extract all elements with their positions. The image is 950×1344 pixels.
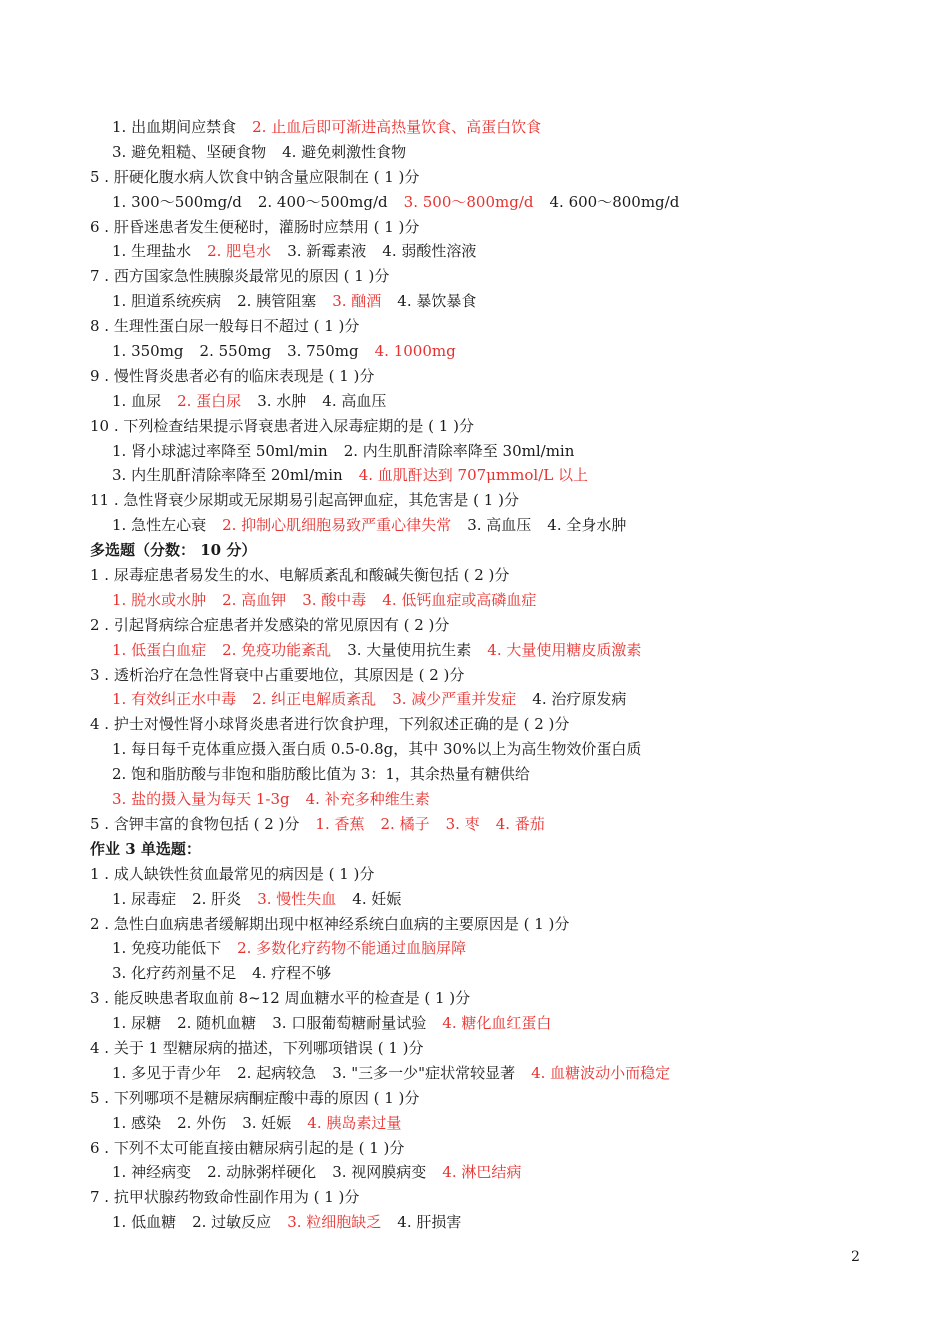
text-segment: 2. 肝炎: [192, 889, 242, 908]
correct-answer-text: 1. 有效纠正水中毒: [112, 690, 237, 709]
correct-answer-text: 4. 胰岛素过量: [307, 1113, 402, 1132]
question-line: [90, 488, 890, 513]
text-segment: 3. 化疗药剂量不足: [112, 964, 237, 983]
text-segment: 4. 妊娠: [352, 889, 402, 908]
text-segment: 1. 肾小球滤过率降至 50ml/min: [112, 441, 328, 460]
correct-answer-text: 3. 粒细胞缺乏: [287, 1213, 382, 1232]
text-segment: 2. 550mg: [199, 342, 272, 361]
text-segment: 1. 尿毒症: [112, 889, 177, 908]
section-heading: [90, 538, 890, 563]
option-line: [90, 1111, 890, 1136]
option-line: [90, 762, 890, 787]
text-segment: 1. 免疫功能低下: [112, 939, 222, 958]
text-segment: 4. 高血压: [322, 391, 387, 410]
text-segment: 3. "三多一少"症状常较显著: [332, 1063, 516, 1082]
text-segment: 3. 视网膜病变: [332, 1163, 427, 1182]
option-line: [90, 687, 890, 712]
question-line: [90, 563, 890, 588]
option-line: [90, 737, 890, 762]
text-segment: 2. 胰管阻塞: [237, 292, 317, 311]
text-segment: 4 . 护士对慢性肾小球肾炎患者进行饮食护理，下列叙述正确的是 ( 2 )分: [90, 715, 570, 734]
question-line: [90, 912, 890, 937]
question-line: [90, 1036, 890, 1061]
text-segment: 4. 弱酸性溶液: [382, 242, 477, 261]
correct-answer-text: 2. 多数化疗药物不能通过血脑屏障: [237, 939, 467, 958]
question-line: [90, 812, 890, 837]
correct-answer-text: 2. 纠正电解质紊乱: [252, 690, 377, 709]
text-segment: 1. 血尿: [112, 391, 162, 410]
text-segment: 9 . 慢性肾炎患者必有的临床表现是 ( 1 )分: [90, 366, 375, 385]
option-line: [90, 190, 890, 215]
option-line: [90, 289, 890, 314]
text-segment: 2 . 引起肾病综合症患者并发感染的常见原因有 ( 2 )分: [90, 615, 450, 634]
text-segment: 4. 暴饮暴食: [397, 292, 477, 311]
section-heading: [90, 837, 890, 862]
text-segment: 1. 感染: [112, 1113, 162, 1132]
option-line: [90, 439, 890, 464]
correct-answer-text: 4. 番茄: [495, 814, 545, 833]
text-segment: 3. 新霉素液: [287, 242, 367, 261]
text-segment: 4 . 关于 1 型糖尿病的描述，下列哪项错误 ( 1 )分: [90, 1038, 424, 1057]
text-segment: 3 . 透析治疗在急性肾衰中占重要地位，其原因是 ( 2 )分: [90, 665, 465, 684]
text-segment: 8 . 生理性蛋白尿一般每日不超过 ( 1 )分: [90, 317, 360, 336]
option-line: [90, 463, 890, 488]
option-line: [90, 140, 890, 165]
text-segment: 3. 内生肌酐清除率降至 20ml/min: [112, 466, 343, 485]
text-segment: 1. 出血期间应禁食: [112, 118, 237, 136]
text-segment: 3. 避免粗糙、坚硬食物: [112, 142, 267, 161]
text-segment: 2. 动脉粥样硬化: [207, 1163, 317, 1182]
question-line: [90, 1136, 890, 1161]
correct-answer-text: 4. 低钙血症或高磷血症: [382, 590, 537, 609]
question-line: [90, 986, 890, 1011]
text-segment: 1. 300～500mg/d: [112, 192, 242, 211]
correct-answer-text: 3. 慢性失血: [257, 889, 337, 908]
option-line: [90, 1061, 890, 1086]
page-number: 2: [851, 1249, 860, 1265]
text-segment: 1. 生理盐水: [112, 242, 192, 261]
text-segment: 6 . 肝昏迷患者发生便秘时，灌肠时应禁用 ( 1 )分: [90, 217, 420, 236]
correct-answer-text: 3. 酸中毒: [302, 590, 367, 609]
option-line: [90, 389, 890, 414]
correct-answer-text: 4. 糖化血红蛋白: [442, 1014, 552, 1033]
option-line: [90, 887, 890, 912]
correct-answer-text: 3. 酗酒: [332, 292, 382, 311]
text-segment: 1 . 尿毒症患者易发生的水、电解质紊乱和酸碱失衡包括 ( 2 )分: [90, 566, 510, 585]
correct-answer-text: 4. 淋巴结病: [442, 1163, 522, 1182]
correct-answer-text: 2. 肥皂水: [207, 242, 272, 261]
text-segment: 2. 起病较急: [237, 1063, 317, 1082]
option-line: [90, 239, 890, 264]
correct-answer-text: 2. 抑制心肌细胞易致严重心律失常: [222, 516, 452, 535]
option-line: [90, 961, 890, 986]
question-line: [90, 1086, 890, 1111]
correct-answer-text: 3. 500～800mg/d: [403, 192, 534, 211]
question-line: [90, 364, 890, 389]
text-segment: 3. 大量使用抗生素: [347, 640, 472, 659]
text-segment: 3. 750mg: [287, 342, 359, 361]
correct-answer-text: 4. 血糖波动小而稳定: [531, 1063, 671, 1082]
question-line: [90, 1185, 890, 1210]
text-segment: 1. 尿糖: [112, 1014, 162, 1033]
option-line: [90, 638, 890, 663]
correct-answer-text: 1. 香蕉: [315, 814, 365, 833]
question-line: [90, 314, 890, 339]
option-line: [90, 588, 890, 613]
text-segment: 4. 全身水肿: [547, 516, 627, 535]
correct-answer-text: 2. 橘子: [380, 814, 430, 833]
text-segment: 4. 600～800mg/d: [549, 192, 680, 211]
question-line: [90, 264, 890, 289]
text-segment: 3. 口服葡萄糖耐量试验: [272, 1014, 427, 1033]
text-segment: 1. 神经病变: [112, 1163, 192, 1182]
text-segment: 2. 外伤: [177, 1113, 227, 1132]
question-line: [90, 712, 890, 737]
text-segment: 1. 每日每千克体重应摄入蛋白质 0.5-0.8g，其中 30%以上为高生物效价蛋白质: [112, 740, 642, 759]
question-line: [90, 663, 890, 688]
text-segment: 11 . 急性肾衰少尿期或无尿期易引起高钾血症，其危害是 ( 1 )分: [90, 491, 519, 510]
text-segment: 7 . 抗甲状腺药物致命性副作用为 ( 1 )分: [90, 1188, 360, 1207]
text-segment: 3 . 能反映患者取血前 8~12 周血糖水平的检查是 ( 1 )分: [90, 989, 471, 1008]
option-line: [90, 787, 890, 812]
text-segment: 1. 急性左心衰: [112, 516, 207, 535]
option-line: [90, 513, 890, 538]
correct-answer-text: 4. 1000mg: [374, 342, 456, 361]
question-line: [90, 215, 890, 240]
text-segment: 2. 内生肌酐清除率降至 30ml/min: [343, 441, 575, 460]
option-line: [90, 1210, 890, 1235]
text-segment: 5 . 含钾丰富的食物包括 ( 2 )分: [90, 814, 300, 833]
option-line: [90, 115, 890, 140]
text-segment: 3. 水肿: [257, 391, 307, 410]
option-line: [90, 339, 890, 364]
correct-answer-text: 4. 大量使用糖皮质激素: [487, 640, 642, 659]
correct-answer-text: 3. 枣: [445, 814, 480, 833]
text-segment: 3. 妊娠: [242, 1113, 292, 1132]
option-line: [90, 1011, 890, 1036]
text-segment: 2. 饱和脂肪酸与非饱和脂肪酸比值为 3：1，其余热量有糖供给: [112, 765, 530, 784]
option-line: [90, 1160, 890, 1185]
text-segment: 2. 400～500mg/d: [257, 192, 388, 211]
question-line: [90, 613, 890, 638]
text-segment: 4. 避免刺激性食物: [282, 142, 407, 161]
correct-answer-text: 1. 脱水或水肿: [112, 590, 207, 609]
text-segment: 2 . 急性白血病患者缓解期出现中枢神经系统白血病的主要原因是 ( 1 )分: [90, 914, 570, 933]
text-segment: 4. 肝损害: [397, 1213, 462, 1232]
question-line: [90, 165, 890, 190]
text-segment: 2. 过敏反应: [192, 1213, 272, 1232]
text-segment: 10 . 下列检查结果提示肾衰患者进入尿毒症期的是 ( 1 )分: [90, 416, 474, 435]
text-segment: 4. 疗程不够: [252, 964, 332, 983]
option-line: [90, 936, 890, 961]
text-segment: 2. 随机血糖: [177, 1014, 257, 1033]
document-body: [90, 115, 890, 1235]
question-line: [90, 862, 890, 887]
text-segment: 4. 治疗原发病: [532, 690, 627, 709]
correct-answer-text: 3. 盐的摄入量为每天 1-3g: [112, 790, 290, 809]
text-segment: 1. 多见于青少年: [112, 1063, 222, 1082]
correct-answer-text: 2. 止血后即可渐进高热量饮食、高蛋白饮食: [252, 118, 542, 136]
text-segment: 5 . 下列哪项不是糖尿病酮症酸中毒的原因 ( 1 )分: [90, 1088, 420, 1107]
text-segment: 7 . 西方国家急性胰腺炎最常见的原因 ( 1 )分: [90, 267, 390, 286]
text-segment: 1. 低血糖: [112, 1213, 177, 1232]
correct-answer-text: 1. 低蛋白血症: [112, 640, 207, 659]
text-segment: 3. 高血压: [467, 516, 532, 535]
text-segment: 多选题（分数： 10 分）: [90, 541, 257, 560]
text-segment: 5 . 肝硬化腹水病人饮食中钠含量应限制在 ( 1 )分: [90, 167, 420, 186]
text-segment: 1. 胆道系统疾病: [112, 292, 222, 311]
text-segment: 6 . 下列不太可能直接由糖尿病引起的是 ( 1 )分: [90, 1138, 405, 1157]
correct-answer-text: 4. 补充多种维生素: [305, 790, 430, 809]
correct-answer-text: 3. 减少严重并发症: [392, 690, 517, 709]
text-segment: 作业 3 单选题：: [90, 839, 201, 858]
correct-answer-text: 2. 蛋白尿: [177, 391, 242, 410]
correct-answer-text: 4. 血肌酐达到 707μmmol/L 以上: [358, 466, 588, 485]
correct-answer-text: 2. 免疫功能紊乱: [222, 640, 332, 659]
question-line: [90, 414, 890, 439]
correct-answer-text: 2. 高血钾: [222, 590, 287, 609]
text-segment: 1 . 成人缺铁性贫血最常见的病因是 ( 1 )分: [90, 864, 375, 883]
text-segment: 1. 350mg: [112, 342, 184, 361]
